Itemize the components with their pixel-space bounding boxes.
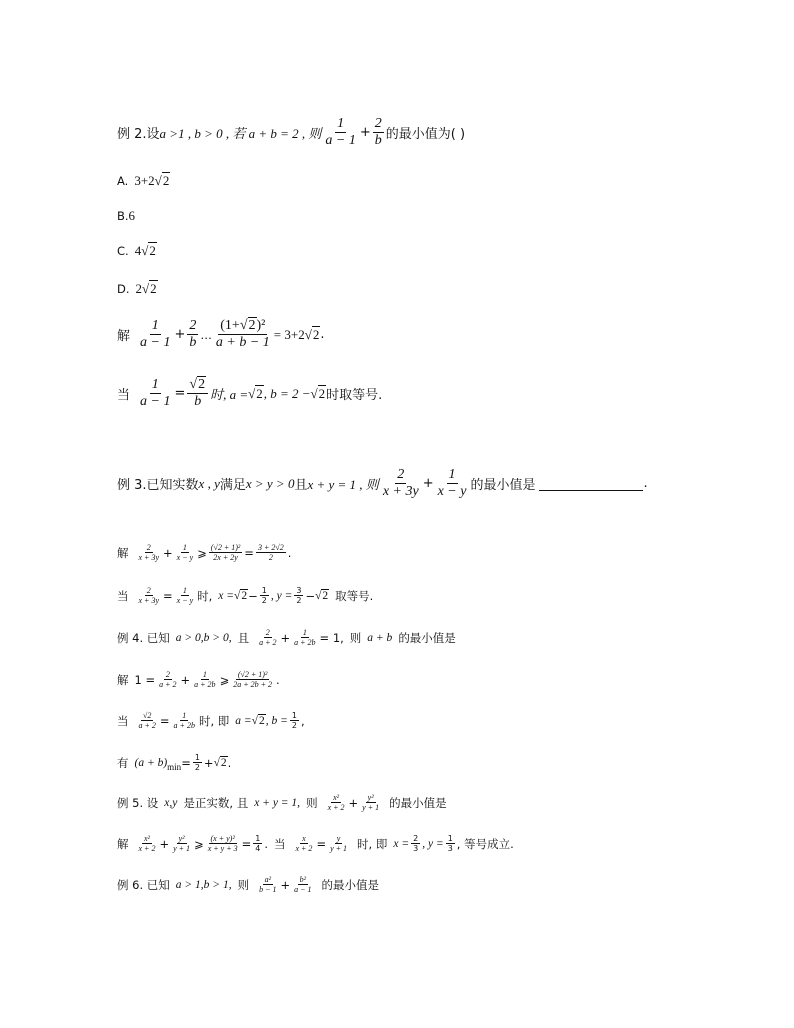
sqrt-symbol: √2 [248,385,263,401]
sqrt-symbol: √2 [251,714,265,727]
denominator: a + 2 [259,638,277,648]
fraction [328,834,349,853]
when-text: 时, 即 [357,836,388,851]
numerator: 2 [146,543,151,552]
numerator: 1 [255,834,261,843]
plus-sign: + [203,755,214,770]
denominator: b [374,133,382,149]
numerator: x² [144,834,150,843]
fraction [193,753,202,772]
ex3-satisfy: 满足 [219,478,246,494]
denominator: 2 [268,553,273,563]
denominator: a + b − 1 [215,335,270,351]
ex5-stem [117,793,447,812]
denominator: y + 1 [362,803,380,813]
equals-sign: = [174,386,186,402]
numerator: √2 [187,377,208,394]
plus-sign: + [174,327,186,343]
when-label: 当 [117,713,129,728]
fraction [192,670,217,689]
numerator: 2 [265,628,270,637]
numerator: (√2 + 1)² [210,543,241,552]
equals-one: = 1, [319,630,344,645]
ex4-then: 则 [349,630,362,645]
fraction [157,670,178,689]
minus-sign: − [248,588,258,603]
plus-sign: + [348,795,359,810]
denominator: 3 [413,844,419,854]
numerator: y [336,834,341,843]
numerator: x [302,834,306,843]
ex5-solution [117,834,514,853]
fraction [290,711,299,730]
when-b: , b = 2 − [263,385,311,401]
plus-sign: + [163,545,173,560]
fraction [260,586,269,605]
sqrt-symbol: √2 [141,243,156,258]
fraction [292,628,317,647]
ex6-stem [117,875,379,894]
ex5-then: 则 [306,795,318,810]
equals-sign: = [159,713,170,728]
fraction [175,543,196,562]
equals-sign: = [163,588,173,603]
sqrt-symbol: √2 [154,173,170,188]
ex2-stem-prefix: 例 2.设 [117,127,160,143]
sqrt-symbol: √2 [304,326,320,342]
option-label: D. [117,282,130,296]
numerator: 2 [146,586,151,595]
ex3-sum: x + y = 1 , 则 [307,477,379,493]
option-value: 6 [128,208,136,223]
radicand: 2 [149,243,156,258]
numerator: 1 [447,467,458,484]
ex3-stem-prefix: 例 3.已知实数 [117,478,199,494]
solution-label: 解 [117,672,129,687]
when-x: x = [393,837,410,850]
fraction [292,875,313,894]
when-y: , y = [270,589,293,602]
denominator: x + 3y [138,553,159,563]
have-expr: (a + b) [134,756,168,769]
radicand: 2 [312,326,320,342]
denominator: a − 1 [325,133,356,149]
ex2-stem-suffix: 的最小值为( ) [385,127,466,143]
period: . [264,836,268,851]
numerator: 1 [182,586,187,595]
when-end: 取等号. [335,588,374,603]
ex3-equality-condition [117,586,373,605]
sqrt-symbol: √2 [310,385,326,401]
numerator: 1 [202,670,207,679]
denominator: 2x + 2y [213,553,238,563]
fraction [138,318,172,351]
fraction [436,467,469,500]
numerator: 2 [413,834,419,843]
option-label: A. [117,174,129,188]
ex4-equality-condition [117,711,305,730]
radicand: 2 [318,385,326,401]
ex3-stem [117,467,648,500]
numerator: a² [264,875,271,884]
when-label: 当 [273,836,286,851]
numerator: 2 [165,670,170,679]
fraction [138,377,172,410]
fraction [257,875,278,894]
fraction [256,543,286,562]
fraction [209,543,243,562]
ex6-stem-suffix: 的最小值是 [321,877,380,892]
ex5-vars: x,y [164,796,178,809]
numerator: (√2 + 1)² [237,670,268,679]
solution-label: 解 [117,836,129,851]
denominator: b − 1 [259,885,277,895]
when-x: x = [218,589,235,602]
fraction [137,543,162,562]
plus-sign: + [159,836,170,851]
denominator: x + 2 [138,844,156,854]
ex2-fraction-1 [323,116,357,149]
denominator: x + 3y [138,596,159,606]
fraction [137,586,162,605]
denominator: 2 [261,596,267,606]
radicand: 2 [220,756,227,769]
option-value: 3+2 [134,173,155,188]
ex2-option-b [117,208,135,224]
when-a: a = [235,714,252,727]
when-y: , y = [422,837,444,850]
ex4-condition: a > 0,b > 0, [175,631,232,644]
ex5-stem-prefix: 例 5. 设 [117,795,159,810]
ex6-condition: a > 1,b > 1, [175,878,232,891]
denominator: x + 3y [382,484,419,500]
solution-label: 解 [117,545,129,560]
numerator: 2 [395,467,406,484]
numerator: y² [367,793,374,802]
ex5-stem-suffix: 的最小值是 [389,795,447,810]
ex2-solution [117,318,324,351]
numerator: b² [299,875,307,884]
equals-sign: = [244,545,254,560]
fraction [171,834,192,853]
fraction [231,670,274,689]
answer-blank [539,476,643,491]
fraction [360,793,381,812]
denominator: x + 2 [327,803,345,813]
denominator: a + 2b [294,638,316,648]
denominator: a − 1 [140,335,171,351]
when-text: 时, [197,588,213,603]
radicand: 2 [258,714,265,727]
denominator: a − 1 [294,885,312,895]
when-text: 时, a = [210,387,249,403]
ex4-stem [117,628,456,647]
denominator: a + 2b [173,721,195,731]
option-value: 4 [134,243,142,258]
numerator: x² [333,793,340,802]
denominator: 2 [291,721,297,731]
ex4-solution [117,670,280,689]
ge-sign: ⩾ [219,672,230,687]
denominator: 2a + 2b + 2 [233,680,272,690]
ex2-fraction-2 [373,116,384,149]
ex4-target: a + b [367,631,393,644]
fraction [293,834,314,853]
num-part: )² [256,318,266,333]
ex4-stem-suffix: 的最小值是 [398,630,456,645]
when-text: 时, 即 [198,713,230,728]
fraction [411,834,420,853]
numerator: 3 [296,586,302,595]
num-part: (1+ [220,318,240,333]
denominator: y + 1 [330,844,348,854]
denominator: b [194,394,202,410]
numerator: 1 [261,586,267,595]
denominator: 4 [255,844,261,854]
fraction [206,834,240,853]
numerator: 2 [373,116,384,133]
numerator: 1 [150,318,161,335]
ex2-equality-condition [117,377,382,410]
comma: , [300,713,305,728]
numerator: 2 [187,318,198,335]
denominator: x − y [437,484,467,500]
ex4-and: 且 [237,630,250,645]
denominator: a + 2 [159,680,177,690]
fraction [326,793,347,812]
denominator: x + 2 [295,844,313,854]
numerator: 1 [194,753,200,762]
denominator: 2 [194,763,200,773]
denominator: x + y + 3 [207,844,238,854]
sqrt-symbol: √2 [213,756,227,769]
sqrt-symbol: √2 [315,589,329,602]
fraction [172,711,197,730]
option-label: B. [117,209,129,223]
one-equals: 1 = [134,672,156,687]
option-value: 2 [135,281,143,296]
min-subscript: min [167,762,182,773]
numerator: 1 [150,377,161,394]
ex3-solution [117,543,291,562]
period: . [643,476,648,492]
option-label: C. [117,244,129,258]
fraction [257,628,278,647]
fraction [187,377,208,410]
numerator: 1 [335,116,346,133]
radicand: 2 [322,589,329,602]
radicand: 2 [241,589,248,602]
ex3-stem-suffix: 的最小值是 [470,478,536,494]
fraction [446,834,455,853]
sqrt-symbol: √2 [142,281,157,296]
period: . [320,327,325,343]
ex6-then: 则 [237,877,250,892]
radicand: 2 [162,173,170,188]
ex3-and: 且 [294,478,308,494]
numerator: 1 [447,834,453,843]
when-end: 时取等号. [326,388,383,404]
ex5-positive: 是正实数, 且 [183,795,249,810]
fraction [214,318,272,351]
ex2-option-d [117,281,158,297]
fraction [294,586,303,605]
ex3-vars: x , y [198,475,220,491]
equals-sign: = [316,836,327,851]
radicand: 2 [198,377,206,392]
ex2-option-c [117,243,157,259]
denominator: 2 [296,596,302,606]
denominator: 3 [447,844,453,854]
solution-label: 解 [117,329,131,345]
fraction [253,834,262,853]
when-label: 当 [117,588,129,603]
plus-sign: + [359,125,371,141]
numerator: y² [178,834,185,843]
period: . [287,545,292,560]
ex5-sum: x + y = 1, [254,796,301,809]
when-label: 当 [117,388,131,404]
ge-sign: ⩾ [194,836,204,851]
when-end: , 等号成立. [456,836,514,851]
numerator: 1 [302,628,307,637]
denominator: a − 1 [140,394,171,410]
fraction [187,318,198,351]
period: . [276,672,280,687]
period: . [227,755,232,770]
radicand: 2 [256,385,263,401]
ge-sign: … [200,327,212,342]
numerator: (x + y)² [210,834,235,843]
minus-sign: − [305,588,316,603]
numerator: 1 [182,711,187,720]
ex2-stem [117,116,465,149]
plus-sign: + [280,630,291,645]
denominator: y + 1 [173,844,191,854]
ex6-stem-prefix: 例 6. 已知 [117,877,170,892]
sqrt-symbol: √2 [234,589,248,602]
denominator: a + 2b [194,680,216,690]
ex2-condition: a >1 , b > 0 , 若 a + b = 2 , 则 [159,126,322,142]
when-b: , b = [265,714,288,727]
denominator: a + 2 [138,721,156,731]
denominator: x − y [176,553,194,563]
fraction [175,586,196,605]
denominator: b [189,335,197,351]
plus-sign: + [180,672,191,687]
fraction [137,834,158,853]
equals-sign: = [241,836,252,851]
ex2-option-a [117,173,170,189]
numerator: (1+√2)² [218,318,267,335]
equals-sign: = [181,755,191,770]
ex4-result [117,753,231,772]
denominator: x − y [176,596,194,606]
plus-sign: + [280,877,291,892]
radicand: 2 [150,281,157,296]
have-label: 有 [117,755,129,770]
result: = 3+2 [273,326,305,342]
fraction [381,467,421,500]
ex3-ineq: x > y > 0 [245,475,295,491]
numerator: 1 [182,543,187,552]
radicand: 2 [248,318,256,333]
numerator: 1 [291,711,297,720]
numerator: 3 + 2√2 [257,543,284,552]
plus-sign: + [422,476,434,492]
numerator: √2 [143,711,152,720]
ge-sign: ⩾ [197,545,207,560]
ex4-stem-prefix: 例 4. 已知 [117,630,170,645]
fraction [137,711,158,730]
